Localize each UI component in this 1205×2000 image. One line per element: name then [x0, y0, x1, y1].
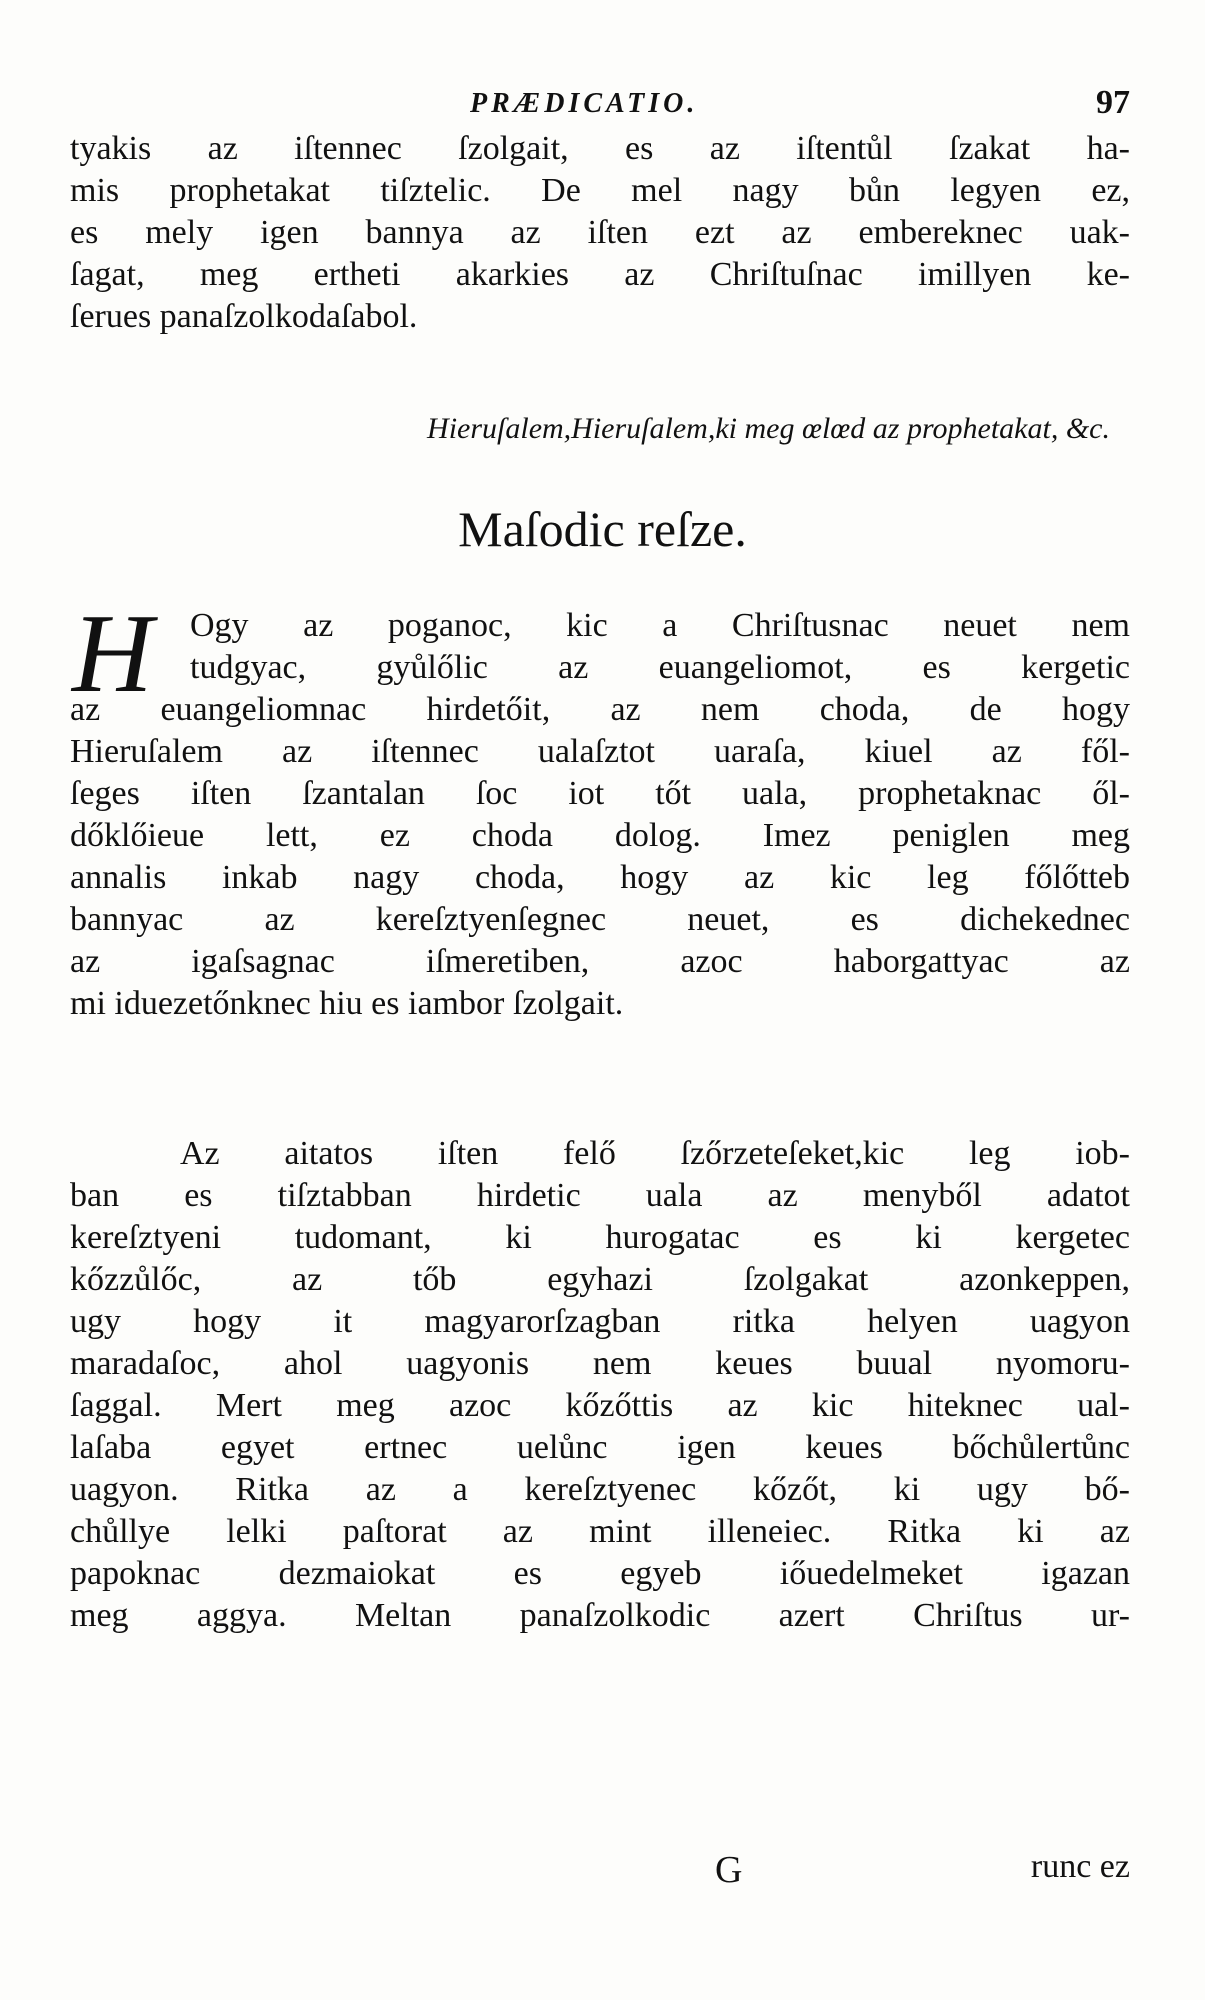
page-header	[70, 84, 1130, 128]
text-line: ſagat, meg ertheti akarkies az Chriſtuſnac imillyen ke-	[70, 256, 1130, 293]
text-line: Ogy az poganoc, kic a Chriſtusnac neuet nem	[190, 607, 1130, 644]
text-line: papoknac dezmaiokat es egyeb iőuedelmeket igazan	[70, 1555, 1130, 1592]
text-line: kereſztyeni tudomant, ki hurogatac es ki kergetec	[70, 1219, 1130, 1256]
text-line: ban es tiſztabban hirdetic uala az menyből adatot	[70, 1177, 1130, 1214]
text-line: annalis inkab nagy choda, hogy az kic leg főlőtteb	[70, 859, 1130, 896]
text-line: Hieruſalem az iſtennec ualaſztot uaraſa, kiuel az fől-	[70, 733, 1130, 770]
text-line: mis prophetakat tiſztelic. De mel nagy bůn legyen ez,	[70, 172, 1130, 209]
signature-mark: G	[715, 1849, 743, 1891]
section-heading: Maſodic reſze.	[458, 501, 747, 557]
opening-paragraph	[70, 128, 1130, 338]
text-line: Az aitatos iſten felő ſzőrzeteſeket,kic leg iob-	[180, 1135, 1130, 1172]
text-line: kőzzůlőc, az tőb egyhazi ſzolgakat azonkeppen,	[70, 1261, 1130, 1298]
page-footer	[70, 1848, 1130, 1894]
text-line: es mely igen bannya az iſten ezt az embereknec uak-	[70, 214, 1130, 251]
first-paragraph-head	[190, 605, 1130, 689]
text-line: ſeges iſten ſzantalan ſoc iot tőt uala, prophetaknac ől-	[70, 775, 1130, 812]
second-paragraph	[70, 1133, 1130, 1637]
text-line: tyakis az iſtennec ſzolgait, es az iſtentůl ſzakat ha-	[70, 130, 1130, 167]
text-line: laſaba egyet ertnec uelůnc igen keues bőchůlertůnc	[70, 1429, 1130, 1466]
text-line: bannyac az kereſztyenſegnec neuet, es dichekednec	[70, 901, 1130, 938]
text-line: dőklőieue lett, ez choda dolog. Imez peniglen meg	[70, 817, 1130, 854]
catchword: runc ez	[1030, 1848, 1130, 1885]
text-line: uagyon. Ritka az a kereſztyenec kőzőt, ki ugy bő-	[70, 1471, 1130, 1508]
text-line: mi iduezetőnknec hiu es iambor ſzolgait.	[70, 985, 624, 1022]
text-line: chůllye lelki paſtorat az mint illeneiec. Ritka ki az	[70, 1513, 1130, 1550]
text-line: az euangeliomnac hirdetőit, az nem choda, de hogy	[70, 691, 1130, 728]
text-line: ſerues panaſzolkodaſabol.	[70, 298, 418, 335]
first-paragraph-body	[70, 689, 1130, 1025]
drop-cap: H	[72, 592, 153, 716]
text-line: meg aggya. Meltan panaſzolkodic azert Chriſtus ur-	[70, 1597, 1130, 1634]
text-line: ugy hogy it magyarorſzagban ritka helyen uagyon	[70, 1303, 1130, 1340]
text-line: az igaſsagnac iſmeretiben, azoc haborgattyac az	[70, 943, 1130, 980]
page-number: 97	[1096, 84, 1130, 121]
text-line: maradaſoc, ahol uagyonis nem keues buual nyomoru-	[70, 1345, 1130, 1382]
scripture-quote: Hieruſalem,Hieruſalem,ki meg œlœd az prophetakat, &c.	[427, 412, 1110, 445]
text-line: tudgyac, gyůlőlic az euangeliomot, es kergetic	[190, 649, 1130, 686]
text-line: ſaggal. Mert meg azoc kőzőttis az kic hiteknec ual-	[70, 1387, 1130, 1424]
running-title: PRÆDICATIO.	[470, 88, 699, 119]
